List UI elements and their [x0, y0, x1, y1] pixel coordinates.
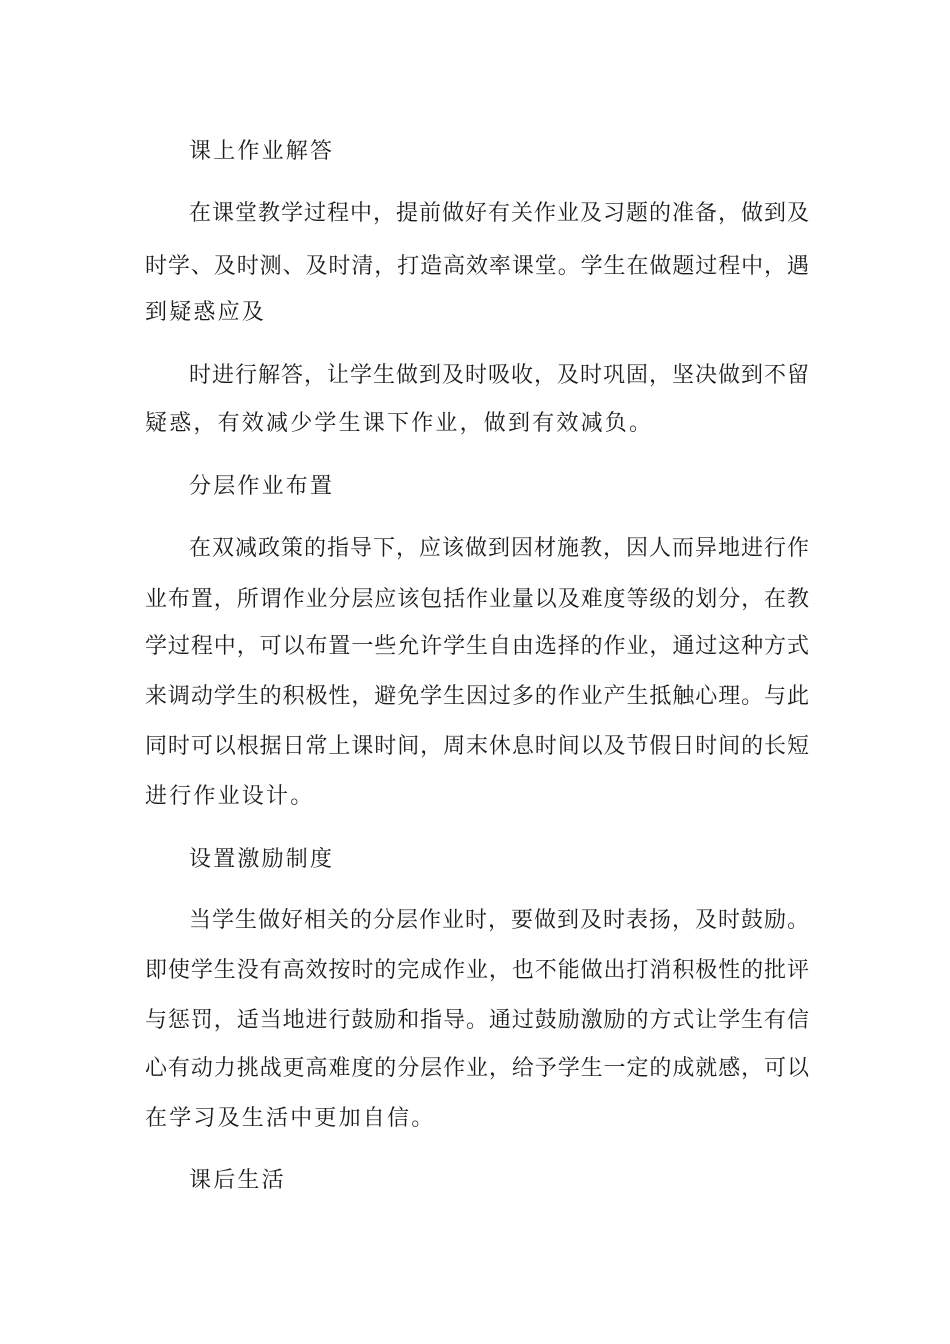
heading-after-class-life: 课后生活: [189, 1168, 286, 1193]
paragraph-line: 在课堂教学过程中，提前做好有关作业及习题的准备，做到及: [189, 201, 809, 226]
paragraph-line: 心有动力挑战更高难度的分层作业，给予学生一定的成就感，可以: [145, 1056, 809, 1081]
paragraph-line: 在双减政策的指导下，应该做到因材施教，因人而异地进行作: [189, 536, 809, 561]
heading-classwork-answers: 课上作业解答: [189, 139, 335, 164]
paragraph-line: 到疑惑应及: [145, 300, 267, 325]
paragraph-line: 疑惑，有效减少学生课下作业，做到有效减负。: [145, 411, 654, 436]
paragraph-line: 在学习及生活中更加自信。: [145, 1106, 436, 1131]
paragraph-line: 即使学生没有高效按时的完成作业，也不能做出打消积极性的批评: [145, 958, 809, 983]
heading-layered-homework: 分层作业布置: [189, 474, 335, 499]
paragraph-line: 时学、及时测、及时清，打造高效率课堂。学生在做题过程中，遇: [145, 254, 809, 279]
paragraph-line: 来调动学生的积极性，避免学生因过多的作业产生抵触心理。与此: [145, 684, 809, 709]
paragraph-line: 当学生做好相关的分层作业时，要做到及时表扬，及时鼓励。: [189, 908, 809, 933]
heading-incentive-system: 设置激励制度: [189, 847, 335, 872]
paragraph-line: 与惩罚，适当地进行鼓励和指导。通过鼓励激励的方式让学生有信: [145, 1008, 809, 1033]
paragraph-line: 学过程中，可以布置一些允许学生自由选择的作业，通过这种方式: [145, 634, 809, 659]
paragraph-line: 进行作业设计。: [145, 784, 315, 809]
paragraph-line: 时进行解答，让学生做到及时吸收，及时巩固，坚决做到不留: [189, 363, 809, 388]
paragraph-line: 业布置，所谓作业分层应该包括作业量以及难度等级的划分，在教: [145, 587, 809, 612]
paragraph-line: 同时可以根据日常上课时间，周末休息时间以及节假日时间的长短: [145, 734, 809, 759]
